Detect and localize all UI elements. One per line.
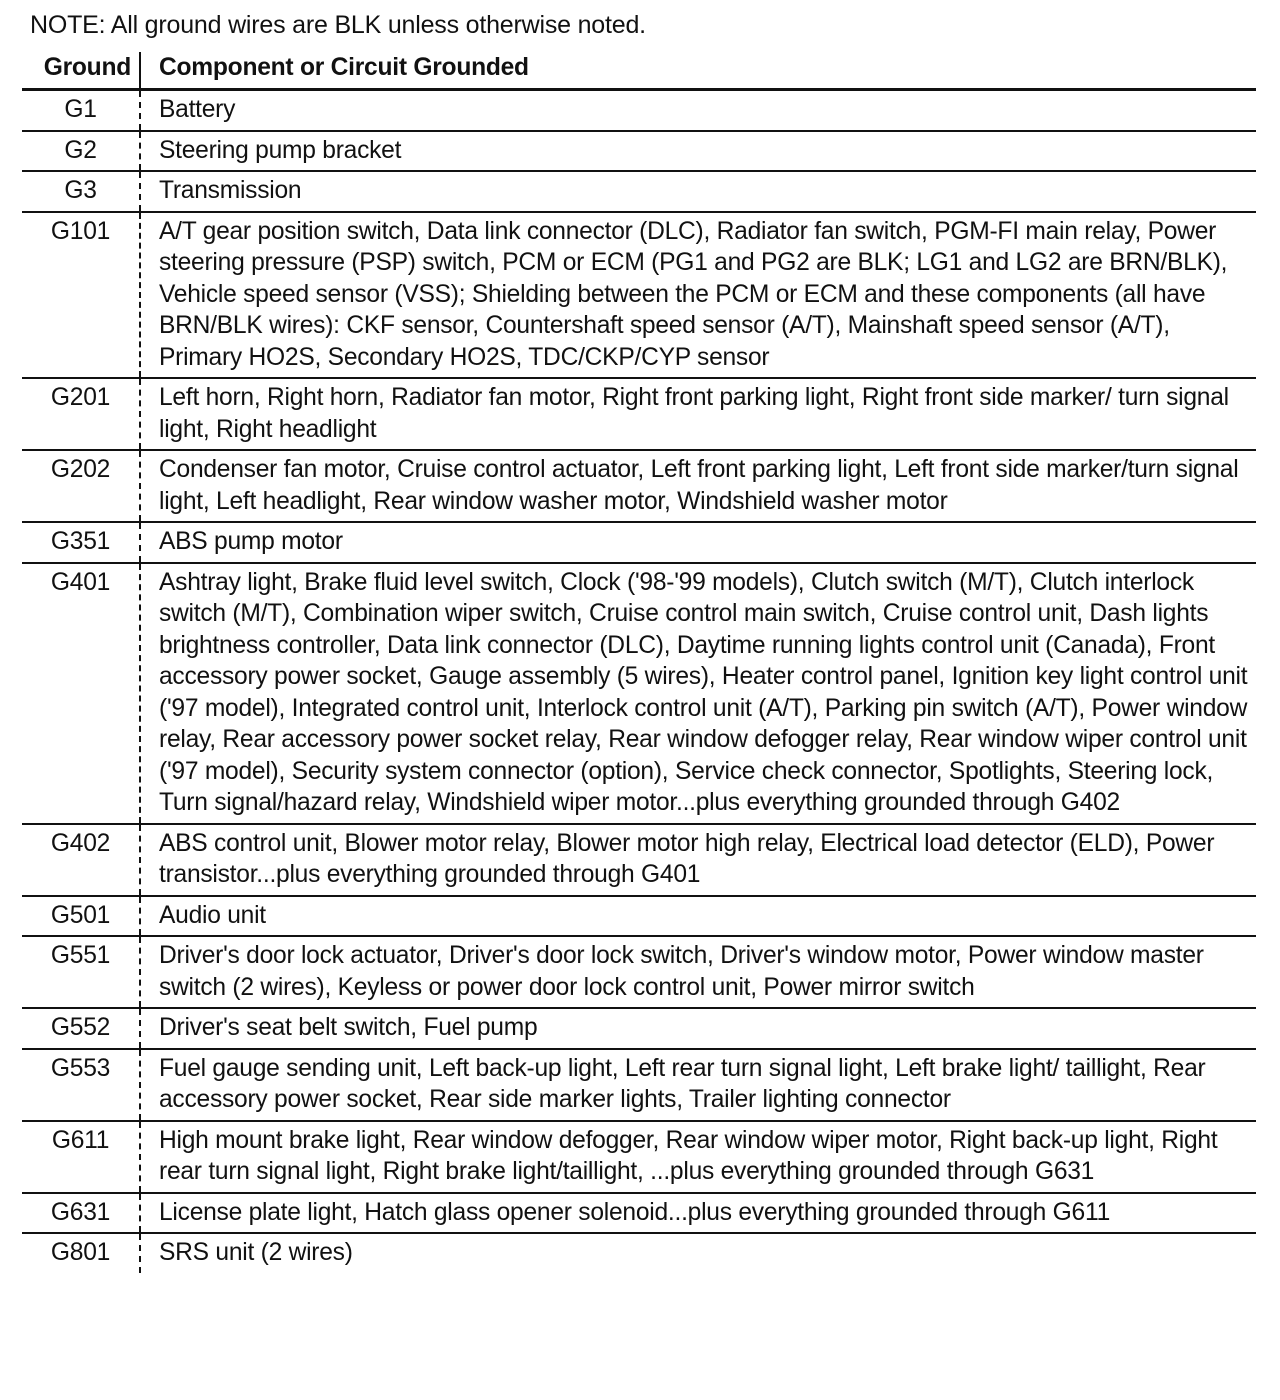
grounded-components: Ashtray light, Brake fluid level switch, Clock ('98-'99 models), Clutch switch (M/T), Clutch interlock switch (M/T), Combination wiper switch, Cruise control main switch, Cruise control unit, Dash lights brightness controller, Data link connector (DLC), Daytime running lights control unit (Canada), Front accessory power socket, Gauge assembly (5 wires), Heater control panel, Ignition key light control unit ('97 model), Integrated control unit, Interlock control unit (A/T), Parking pin switch (A/T), Power window relay, Rear accessory power socket relay, Rear window defogger relay, Rear window wiper control unit ('97 model), Security system connector (option), Service check connector, Spotlights, Steering lock, Turn signal/hazard relay, Windshield wiper motor...plus everything grounded through G402: [140, 563, 1256, 824]
ground-id: G553: [22, 1049, 140, 1121]
table-row: [22, 936, 1256, 1008]
grounded-components: ABS pump motor: [140, 522, 1256, 563]
grounded-components: License plate light, Hatch glass opener solenoid...plus everything grounded through G611: [140, 1193, 1256, 1234]
grounded-components: A/T gear position switch, Data link connector (DLC), Radiator fan switch, PGM-FI main relay, Power steering pressure (PSP) switch, PCM or ECM (PG1 and PG2 are BLK; LG1 and LG2 are BRN/BLK), Vehicle speed sensor (VSS); Shielding between the PCM or ECM and these components (all have BRN/BLK wires): CKF sensor, Countershaft speed sensor (A/T), Mainshaft speed sensor (A/T), Primary HO2S, Secondary HO2S, TDC/CKP/CYP sensor: [140, 212, 1256, 379]
grounded-components: Audio unit: [140, 896, 1256, 937]
ground-id: G401: [22, 563, 140, 824]
table-row: [22, 1193, 1256, 1234]
table-row: [22, 131, 1256, 172]
header-ground: Ground: [22, 52, 140, 90]
table-row: [22, 1049, 1256, 1121]
ground-id: G402: [22, 824, 140, 896]
ground-id: G551: [22, 936, 140, 1008]
table-row: [22, 824, 1256, 896]
table-row: [22, 1121, 1256, 1193]
ground-id: G611: [22, 1121, 140, 1193]
ground-id: G351: [22, 522, 140, 563]
ground-wire-note: NOTE: All ground wires are BLK unless otherwise noted.: [30, 11, 646, 39]
ground-id: G3: [22, 171, 140, 212]
table-row: [22, 1233, 1256, 1273]
grounded-components: Battery: [140, 90, 1256, 131]
ground-id: G101: [22, 212, 140, 379]
grounded-components: Fuel gauge sending unit, Left back-up light, Left rear turn signal light, Left brake light/ taillight, Rear accessory power socket, Rear side marker lights, Trailer lighting connector: [140, 1049, 1256, 1121]
table-row: [22, 378, 1256, 450]
grounded-components: Condenser fan motor, Cruise control actuator, Left front parking light, Left front side marker/turn signal light, Left headlight, Rear window washer motor, Windshield washer motor: [140, 450, 1256, 522]
ground-table: [22, 52, 1256, 1273]
table-row: [22, 896, 1256, 937]
table-row: [22, 1008, 1256, 1049]
grounded-components: Transmission: [140, 171, 1256, 212]
ground-id: G631: [22, 1193, 140, 1234]
table-row: [22, 450, 1256, 522]
table-row: [22, 171, 1256, 212]
ground-id: G201: [22, 378, 140, 450]
grounded-components: Left horn, Right horn, Radiator fan motor, Right front parking light, Right front side marker/ turn signal light, Right headlight: [140, 378, 1256, 450]
table-row: [22, 522, 1256, 563]
header-component: Component or Circuit Grounded: [140, 52, 1256, 90]
ground-id: G1: [22, 90, 140, 131]
ground-id: G801: [22, 1233, 140, 1273]
ground-id: G552: [22, 1008, 140, 1049]
ground-id: G501: [22, 896, 140, 937]
grounded-components: ABS control unit, Blower motor relay, Blower motor high relay, Electrical load detector (ELD), Power transistor...plus everything grounded through G401: [140, 824, 1256, 896]
table-header-row: [22, 52, 1256, 90]
grounded-components: Driver's seat belt switch, Fuel pump: [140, 1008, 1256, 1049]
table-row: [22, 563, 1256, 824]
ground-id: G2: [22, 131, 140, 172]
grounded-components: Steering pump bracket: [140, 131, 1256, 172]
grounded-components: High mount brake light, Rear window defogger, Rear window wiper motor, Right back-up light, Right rear turn signal light, Right brake light/taillight, ...plus everything grounded through G631: [140, 1121, 1256, 1193]
table-row: [22, 90, 1256, 131]
ground-id: G202: [22, 450, 140, 522]
table-body: [22, 90, 1256, 1273]
grounded-components: Driver's door lock actuator, Driver's door lock switch, Driver's window motor, Power window master switch (2 wires), Keyless or power door lock control unit, Power mirror switch: [140, 936, 1256, 1008]
grounded-components: SRS unit (2 wires): [159, 1239, 353, 1266]
table-row: [22, 212, 1256, 379]
